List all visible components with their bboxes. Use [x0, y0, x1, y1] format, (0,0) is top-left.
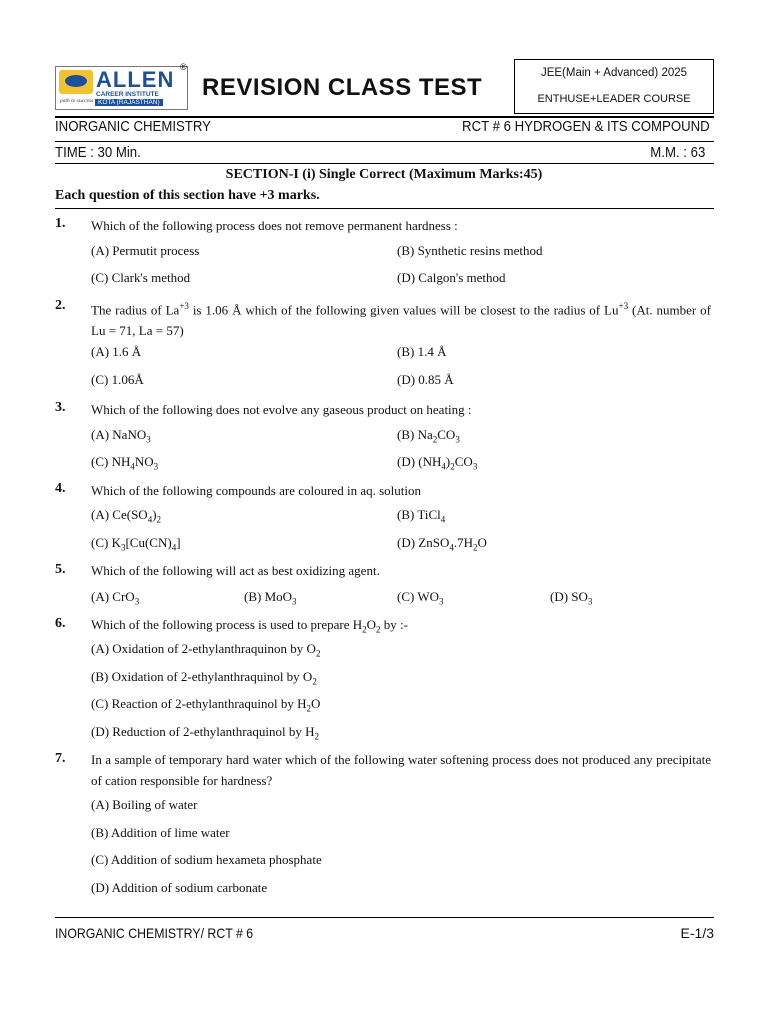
- option-a: (A) 1.6 Å: [91, 344, 142, 359]
- section-title: SECTION-I (i) Single Correct (Maximum Marks:45): [225, 167, 543, 182]
- logo-brand: ALLEN: [96, 67, 175, 92]
- option-d: (D) $(NH_4)_2CO_3$: [397, 454, 478, 472]
- logo-institute: CAREER INSTITUTE: [96, 91, 159, 98]
- course-name: ENTHUSE+LEADER COURSE: [537, 93, 691, 105]
- option-a: (A) CrO$_3$: [91, 589, 140, 607]
- option-c: (C) $WO_3$: [397, 589, 444, 607]
- option-a: (A) NaNO$_3$: [91, 427, 151, 445]
- option-b: (B) Addition of lime water: [91, 825, 230, 840]
- allen-logo: [55, 66, 188, 110]
- option-c: (C) $K_3[Cu(CN)_4]$: [91, 535, 181, 553]
- option-d: (D) Reduction of 2-ethylanthraquinol by $H_2$: [91, 724, 319, 742]
- option-a: (A) Permutit process: [91, 243, 200, 258]
- option-d: (D) Addition of sodium carbonate: [91, 880, 268, 895]
- option-d: (D) Calgon's method: [397, 270, 506, 285]
- option-b: (B) MoO$_3$: [244, 589, 297, 607]
- registered-mark: ®: [180, 62, 187, 72]
- test-id: RCT # 6 HYDROGEN & ITS COMPOUND: [462, 118, 710, 135]
- time-limit: TIME : 30 Min.: [55, 144, 141, 161]
- question-number: 5.: [55, 562, 66, 577]
- option-d: (D) 0.85 Å: [397, 372, 454, 387]
- question-text: The radius of $La^{+3}$ is 1.06 Å which of the following given values will be closest to the radius of $Lu^{+3}$ (At. number of Lu = 71, La = 57): [91, 301, 711, 339]
- option-a: (A) Oxidation of 2-ethylanthraquinon by $O_2$: [91, 641, 321, 659]
- option-b: (B) Oxidation of 2-ethylanthraquinol by $O_2$: [91, 669, 317, 687]
- footer-left: INORGANIC CHEMISTRY/ RCT # 6: [55, 925, 254, 941]
- question-number: 4.: [55, 481, 66, 496]
- question-text: Which of the following compounds are coloured in aq. solution: [91, 483, 421, 498]
- option-a: (A) Boiling of water: [91, 797, 198, 812]
- page-title: REVISION CLASS TEST: [202, 74, 483, 101]
- question-number: 2.: [55, 298, 66, 313]
- option-b: (B) Synthetic resins method: [397, 243, 543, 258]
- question-text: Which of the following does not evolve any gaseous product on heating :: [91, 402, 472, 417]
- logo-location: KOTA (RAJASTHAN): [95, 99, 163, 106]
- option-d: (D) $SO_3$: [550, 589, 593, 607]
- question-number: 6.: [55, 616, 66, 631]
- option-a: (A) $Ce(SO_4)_2$: [91, 507, 162, 525]
- option-c: (C) Addition of sodium hexameta phosphate: [91, 852, 322, 867]
- logo-emblem-icon: [59, 70, 93, 94]
- logo-tagline: path to success: [60, 98, 94, 104]
- option-b: (B) $Na_2CO_3$: [397, 427, 460, 445]
- subject: INORGANIC CHEMISTRY: [55, 118, 211, 135]
- marks-note: Each question of this section have +3 marks.: [55, 188, 320, 203]
- question-text: Which of the following process does not remove permanent hardness :: [91, 218, 458, 233]
- question-number: 7.: [55, 751, 66, 766]
- option-c: (C) 1.06Å: [91, 372, 144, 387]
- option-c: (C) $NH_4NO_3$: [91, 454, 159, 472]
- max-marks: M.M. : 63: [650, 144, 706, 161]
- question-text: Which of the following process is used to prepare $H_2O_2$ by :-: [91, 617, 408, 635]
- divider: [55, 163, 714, 164]
- divider: [55, 917, 714, 918]
- option-c: (C) Clark's method: [91, 270, 191, 285]
- option-d: (D) $ZnSO_4.7H_2O$: [397, 535, 487, 553]
- question-text: Which of the following will act as best oxidizing agent.: [91, 563, 380, 578]
- question-number: 3.: [55, 400, 66, 415]
- exam-name: JEE(Main + Advanced) 2025: [540, 67, 688, 79]
- question-number: 1.: [55, 216, 66, 231]
- option-b: (B) 1.4 Å: [397, 344, 447, 359]
- divider: [55, 141, 714, 142]
- question-text: In a sample of temporary hard water which of the following water softening process does not produced any precipitate of cation responsible for hardness?: [91, 752, 711, 788]
- option-c: (C) Reaction of 2-ethylanthraquinol by $H_2O$: [91, 696, 321, 714]
- course-box: [514, 59, 714, 114]
- subject-row: [55, 118, 710, 135]
- option-b: (B) TiCl$_4$: [397, 507, 446, 525]
- divider: [55, 208, 714, 209]
- time-row: [55, 144, 706, 161]
- footer-page-number: E-1/3: [680, 925, 714, 941]
